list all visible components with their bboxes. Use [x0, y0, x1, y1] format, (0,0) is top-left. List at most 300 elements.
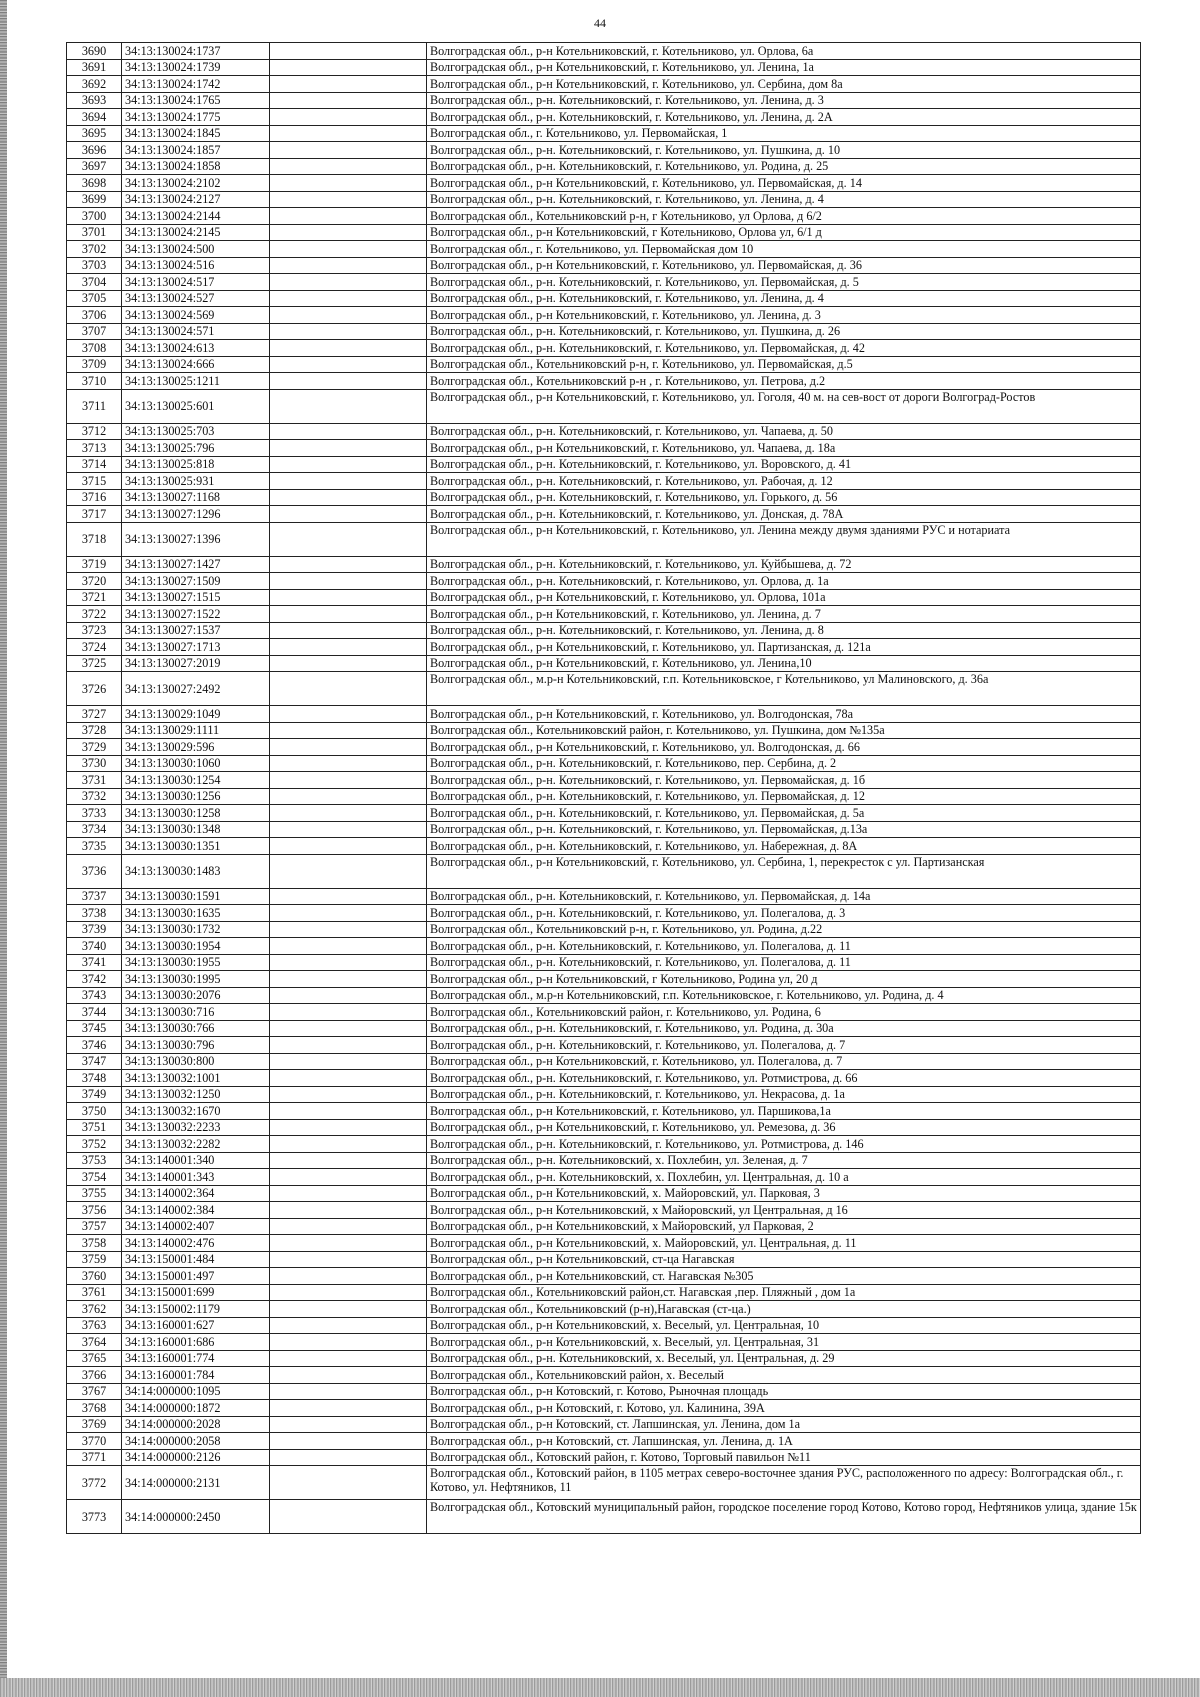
cadastral-number-cell: 34:13:130024:1742 — [122, 76, 270, 93]
table-row — [67, 142, 1141, 159]
empty-cell — [270, 1500, 427, 1534]
address-cell: Волгоградская обл., р-н Котельниковский, г. Котельниково, ул. Паршикова,1а — [427, 1103, 1141, 1120]
row-number-cell: 3699 — [67, 191, 122, 208]
empty-cell — [270, 59, 427, 76]
cadastral-number-cell: 34:13:130027:1515 — [122, 589, 270, 606]
table-row — [67, 323, 1141, 340]
address-cell: Волгоградская обл., р-н Котовский, г. Котово, ул. Калинина, 39А — [427, 1400, 1141, 1417]
cadastral-number-cell: 34:13:130030:1256 — [122, 788, 270, 805]
address-cell: Волгоградская обл., р-н Котельниковский, г. Котельниково, ул. Первомайская, д. 14 — [427, 175, 1141, 192]
empty-cell — [270, 473, 427, 490]
cadastral-number-cell: 34:13:130029:1111 — [122, 722, 270, 739]
empty-cell — [270, 672, 427, 706]
empty-cell — [270, 1449, 427, 1466]
table-row — [67, 938, 1141, 955]
row-number-cell: 3747 — [67, 1053, 122, 1070]
empty-cell — [270, 921, 427, 938]
address-cell: Волгоградская обл., р-н. Котельниковский, г. Котельниково, ул. Первомайская, д. 12 — [427, 788, 1141, 805]
table-row — [67, 838, 1141, 855]
table-row — [67, 1037, 1141, 1054]
table-row — [67, 1169, 1141, 1186]
scan-edge-bottom — [0, 1678, 1200, 1697]
address-cell: Волгоградская обл., р-н Котельниковский, х Майоровский, ул Парковая, 2 — [427, 1218, 1141, 1235]
cadastral-number-cell: 34:13:130032:2233 — [122, 1119, 270, 1136]
empty-cell — [270, 1235, 427, 1252]
empty-cell — [270, 423, 427, 440]
address-cell: Волгоградская обл., р-н Котельниковский, г. Котельниково, ул. Ремезова, д. 36 — [427, 1119, 1141, 1136]
row-number-cell: 3757 — [67, 1218, 122, 1235]
address-cell: Волгоградская обл., р-н. Котельниковский, г. Котельниково, ул. Ротмистрова, д. 146 — [427, 1136, 1141, 1153]
row-number-cell: 3765 — [67, 1350, 122, 1367]
row-number-cell: 3733 — [67, 805, 122, 822]
row-number-cell: 3702 — [67, 241, 122, 258]
row-number-cell: 3773 — [67, 1500, 122, 1534]
table-row — [67, 821, 1141, 838]
table-row — [67, 506, 1141, 523]
row-number-cell: 3709 — [67, 356, 122, 373]
address-cell: Волгоградская обл., Котельниковский (р-н),Нагавская (ст-ца.) — [427, 1301, 1141, 1318]
empty-cell — [270, 257, 427, 274]
address-cell: Волгоградская обл., р-н Котовский, ст. Лапшинская, ул. Ленина, д. 1А — [427, 1433, 1141, 1450]
row-number-cell: 3715 — [67, 473, 122, 490]
empty-cell — [270, 1169, 427, 1186]
table-row — [67, 1383, 1141, 1400]
cadastral-number-cell: 34:13:130027:1713 — [122, 639, 270, 656]
address-cell: Волгоградская обл., р-н Котельниковский, г. Котельниково, ул. Ленина, 1а — [427, 59, 1141, 76]
empty-cell — [270, 655, 427, 672]
table-row — [67, 92, 1141, 109]
empty-cell — [270, 1020, 427, 1037]
row-number-cell: 3751 — [67, 1119, 122, 1136]
table-row — [67, 1086, 1141, 1103]
row-number-cell: 3752 — [67, 1136, 122, 1153]
cadastral-number-cell: 34:13:130024:517 — [122, 274, 270, 291]
address-cell: Волгоградская обл., р-н Котельниковский, г. Котельниково, ул. Волгодонская, д. 66 — [427, 739, 1141, 756]
row-number-cell: 3708 — [67, 340, 122, 357]
address-cell: Волгоградская обл., р-н. Котельниковский, г. Котельниково, ул. Набережная, д. 8А — [427, 838, 1141, 855]
table-row — [67, 224, 1141, 241]
row-number-cell: 3738 — [67, 905, 122, 922]
address-cell: Волгоградская обл., Котельниковский р-н , г. Котельниково, ул. Петрова, д.2 — [427, 373, 1141, 390]
table-row — [67, 1317, 1141, 1334]
address-cell: Волгоградская обл., р-н. Котельниковский, г. Котельниково, ул. Родина, д. 25 — [427, 158, 1141, 175]
row-number-cell: 3693 — [67, 92, 122, 109]
table-row — [67, 1268, 1141, 1285]
row-number-cell: 3710 — [67, 373, 122, 390]
address-cell: Волгоградская обл., р-н. Котельниковский, г. Котельниково, ул. Пушкина, д. 26 — [427, 323, 1141, 340]
row-number-cell: 3720 — [67, 573, 122, 590]
empty-cell — [270, 1400, 427, 1417]
cadastral-number-cell: 34:13:130030:1732 — [122, 921, 270, 938]
cadastral-number-cell: 34:13:130032:1250 — [122, 1086, 270, 1103]
row-number-cell: 3706 — [67, 307, 122, 324]
table-row — [67, 1350, 1141, 1367]
address-cell: Волгоградская обл., р-н. Котельниковский, г. Котельниково, ул. Ленина, д. 2А — [427, 109, 1141, 126]
cadastral-number-cell: 34:13:130030:1254 — [122, 772, 270, 789]
address-cell: Волгоградская обл., Котельниковский р-н, г. Котельниково, ул. Первомайская, д.5 — [427, 356, 1141, 373]
address-cell: Волгоградская обл., р-н Котельниковский, х Майоровский, ул Центральная, д 16 — [427, 1202, 1141, 1219]
cadastral-number-cell: 34:13:140002:384 — [122, 1202, 270, 1219]
address-cell: Волгоградская обл., р-н Котельниковский, ст-ца Нагавская — [427, 1251, 1141, 1268]
table-row — [67, 1466, 1141, 1500]
cadastral-number-cell: 34:13:130027:2019 — [122, 655, 270, 672]
table-row — [67, 1185, 1141, 1202]
table-row — [67, 556, 1141, 573]
table-row — [67, 639, 1141, 656]
address-cell: Волгоградская обл., р-н Котельниковский, х. Майоровский, ул. Парковая, 3 — [427, 1185, 1141, 1202]
cadastral-number-cell: 34:13:130027:1296 — [122, 506, 270, 523]
row-number-cell: 3769 — [67, 1416, 122, 1433]
empty-cell — [270, 373, 427, 390]
row-number-cell: 3701 — [67, 224, 122, 241]
cadastral-number-cell: 34:14:000000:2126 — [122, 1449, 270, 1466]
address-cell: Волгоградская обл., г. Котельниково, ул. Первомайская, 1 — [427, 125, 1141, 142]
row-number-cell: 3729 — [67, 739, 122, 756]
cadastral-number-cell: 34:13:130025:601 — [122, 389, 270, 423]
row-number-cell: 3763 — [67, 1317, 122, 1334]
address-cell: Волгоградская обл., р-н Котельниковский, г. Котельниково, ул. Волгодонская, 78а — [427, 706, 1141, 723]
empty-cell — [270, 1152, 427, 1169]
empty-cell — [270, 1284, 427, 1301]
empty-cell — [270, 838, 427, 855]
table-row — [67, 755, 1141, 772]
cadastral-number-cell: 34:13:160001:784 — [122, 1367, 270, 1384]
row-number-cell: 3742 — [67, 971, 122, 988]
cadastral-number-cell: 34:13:130024:569 — [122, 307, 270, 324]
scan-edge-left — [0, 0, 7, 1697]
table-row — [67, 76, 1141, 93]
row-number-cell: 3707 — [67, 323, 122, 340]
table-row — [67, 1103, 1141, 1120]
row-number-cell: 3727 — [67, 706, 122, 723]
table-row — [67, 340, 1141, 357]
address-cell: Волгоградская обл., Котельниковский р-н, г Котельниково, ул Орлова, д 6/2 — [427, 208, 1141, 225]
cadastral-number-cell: 34:13:130024:613 — [122, 340, 270, 357]
row-number-cell: 3723 — [67, 622, 122, 639]
empty-cell — [270, 389, 427, 423]
cadastral-number-cell: 34:13:150001:699 — [122, 1284, 270, 1301]
address-cell: Волгоградская обл., р-н. Котельниковский, г. Котельниково, ул. Первомайская, д. 14а — [427, 888, 1141, 905]
empty-cell — [270, 1301, 427, 1318]
row-number-cell: 3764 — [67, 1334, 122, 1351]
address-cell: Волгоградская обл., р-н Котовский, г. Котово, Рыночная площадь — [427, 1383, 1141, 1400]
table-row — [67, 987, 1141, 1004]
empty-cell — [270, 805, 427, 822]
empty-cell — [270, 739, 427, 756]
table-row — [67, 606, 1141, 623]
address-cell: Волгоградская обл., р-н Котельниковский, г. Котельниково, ул. Гоголя, 40 м. на сев-вост от дороги Волгоград-Ростов — [427, 389, 1141, 423]
empty-cell — [270, 1334, 427, 1351]
empty-cell — [270, 1367, 427, 1384]
empty-cell — [270, 1268, 427, 1285]
table-row — [67, 1020, 1141, 1037]
address-cell: Волгоградская обл., р-н. Котельниковский, г. Котельниково, ул. Полегалова, д. 3 — [427, 905, 1141, 922]
empty-cell — [270, 1350, 427, 1367]
row-number-cell: 3697 — [67, 158, 122, 175]
row-number-cell: 3694 — [67, 109, 122, 126]
address-cell: Волгоградская обл., р-н. Котельниковский, г. Котельниково, пер. Сербина, д. 2 — [427, 755, 1141, 772]
empty-cell — [270, 224, 427, 241]
address-cell: Волгоградская обл., р-н Котельниковский, г. Котельниково, ул. Партизанская, д. 121а — [427, 639, 1141, 656]
empty-cell — [270, 1086, 427, 1103]
cadastral-number-cell: 34:13:130030:800 — [122, 1053, 270, 1070]
empty-cell — [270, 938, 427, 955]
empty-cell — [270, 1317, 427, 1334]
empty-cell — [270, 506, 427, 523]
cadastral-number-cell: 34:13:130024:1737 — [122, 43, 270, 60]
table-row — [67, 706, 1141, 723]
address-cell: Волгоградская обл., р-н. Котельниковский, г. Котельниково, ул. Орлова, д. 1а — [427, 573, 1141, 590]
row-number-cell: 3760 — [67, 1268, 122, 1285]
address-cell: Волгоградская обл., р-н. Котельниковский, г. Котельниково, ул. Горького, д. 56 — [427, 489, 1141, 506]
empty-cell — [270, 1383, 427, 1400]
row-number-cell: 3712 — [67, 423, 122, 440]
empty-cell — [270, 1466, 427, 1500]
cadastral-number-cell: 34:13:130027:1522 — [122, 606, 270, 623]
empty-cell — [270, 1202, 427, 1219]
cadastral-number-cell: 34:14:000000:2131 — [122, 1466, 270, 1500]
empty-cell — [270, 142, 427, 159]
address-cell: Волгоградская обл., р-н. Котельниковский, г. Котельниково, ул. Чапаева, д. 50 — [427, 423, 1141, 440]
table-row — [67, 274, 1141, 291]
row-number-cell: 3746 — [67, 1037, 122, 1054]
row-number-cell: 3724 — [67, 639, 122, 656]
row-number-cell: 3744 — [67, 1004, 122, 1021]
empty-cell — [270, 456, 427, 473]
address-cell: Волгоградская обл., р-н. Котельниковский, г. Котельниково, ул. Куйбышева, д. 72 — [427, 556, 1141, 573]
table-row — [67, 191, 1141, 208]
row-number-cell: 3725 — [67, 655, 122, 672]
cadastral-number-cell: 34:13:160001:686 — [122, 1334, 270, 1351]
cadastral-number-cell: 34:13:130024:1857 — [122, 142, 270, 159]
row-number-cell: 3717 — [67, 506, 122, 523]
table-row — [67, 655, 1141, 672]
row-number-cell: 3705 — [67, 290, 122, 307]
cadastral-number-cell: 34:13:140002:476 — [122, 1235, 270, 1252]
cadastral-number-cell: 34:14:000000:2450 — [122, 1500, 270, 1534]
cadastral-number-cell: 34:13:160001:774 — [122, 1350, 270, 1367]
empty-cell — [270, 109, 427, 126]
cadastral-number-cell: 34:13:130025:703 — [122, 423, 270, 440]
table-row — [67, 1500, 1141, 1534]
empty-cell — [270, 1218, 427, 1235]
empty-cell — [270, 76, 427, 93]
empty-cell — [270, 1251, 427, 1268]
table-row — [67, 109, 1141, 126]
cadastral-number-cell: 34:13:130024:1765 — [122, 92, 270, 109]
empty-cell — [270, 307, 427, 324]
address-cell: Волгоградская обл., р-н. Котельниковский, х. Веселый, ул. Центральная, д. 29 — [427, 1350, 1141, 1367]
empty-cell — [270, 1416, 427, 1433]
address-cell: Волгоградская обл., м.р-н Котельниковский, г.п. Котельниковское, г Котельниково, ул Малиновского, д. 36а — [427, 672, 1141, 706]
empty-cell — [270, 356, 427, 373]
table-row — [67, 307, 1141, 324]
address-cell: Волгоградская обл., г. Котельниково, ул. Первомайская дом 10 — [427, 241, 1141, 258]
table-row — [67, 389, 1141, 423]
table-row — [67, 290, 1141, 307]
table-row — [67, 241, 1141, 258]
cadastral-number-cell: 34:13:130024:1775 — [122, 109, 270, 126]
empty-cell — [270, 274, 427, 291]
page-number: 44 — [594, 16, 606, 30]
address-cell: Волгоградская обл., р-н Котельниковский, г. Котельниково, ул. Сербина, 1, перекресток с ул. Партизанская — [427, 854, 1141, 888]
row-number-cell: 3732 — [67, 788, 122, 805]
address-cell: Волгоградская обл., р-н. Котельниковский, г. Котельниково, ул. Первомайская, д.13а — [427, 821, 1141, 838]
row-number-cell: 3714 — [67, 456, 122, 473]
cadastral-number-cell: 34:13:130030:796 — [122, 1037, 270, 1054]
row-number-cell: 3767 — [67, 1383, 122, 1400]
row-number-cell: 3771 — [67, 1449, 122, 1466]
cadastral-number-cell: 34:13:130024:2144 — [122, 208, 270, 225]
cadastral-number-cell: 34:13:130027:1168 — [122, 489, 270, 506]
address-cell: Волгоградская обл., р-н Котельниковский, ст. Нагавская №305 — [427, 1268, 1141, 1285]
empty-cell — [270, 788, 427, 805]
cadastral-number-cell: 34:13:150001:497 — [122, 1268, 270, 1285]
cadastral-number-cell: 34:13:130030:1258 — [122, 805, 270, 822]
row-number-cell: 3737 — [67, 888, 122, 905]
cadastral-number-cell: 34:13:130029:596 — [122, 739, 270, 756]
empty-cell — [270, 772, 427, 789]
address-cell: Волгоградская обл., р-н. Котельниковский, г. Котельниково, ул. Полегалова, д. 11 — [427, 954, 1141, 971]
address-cell: Волгоградская обл., Котовский район, г. Котово, Торговый павильон №11 — [427, 1449, 1141, 1466]
empty-cell — [270, 1119, 427, 1136]
table-row — [67, 1301, 1141, 1318]
cadastral-number-cell: 34:13:130027:1396 — [122, 522, 270, 556]
row-number-cell: 3722 — [67, 606, 122, 623]
address-cell: Волгоградская обл., р-н Котельниковский, х. Веселый, ул. Центральная, 31 — [427, 1334, 1141, 1351]
cadastral-number-cell: 34:13:130027:2492 — [122, 672, 270, 706]
table-row — [67, 1334, 1141, 1351]
table-row — [67, 1251, 1141, 1268]
address-cell: Волгоградская обл., р-н. Котельниковский, г. Котельниково, ул. Ленина, д. 8 — [427, 622, 1141, 639]
address-cell: Волгоградская обл., р-н. Котельниковский, г. Котельниково, ул. Первомайская, д. 5 — [427, 274, 1141, 291]
address-cell: Волгоградская обл., р-н. Котельниковский, г. Котельниково, ул. Первомайская, д. 5а — [427, 805, 1141, 822]
table-row — [67, 1235, 1141, 1252]
address-cell: Волгоградская обл., р-н. Котельниковский, г. Котельниково, ул. Ротмистрова, д. 66 — [427, 1070, 1141, 1087]
table-row — [67, 1136, 1141, 1153]
row-number-cell: 3692 — [67, 76, 122, 93]
empty-cell — [270, 440, 427, 457]
empty-cell — [270, 639, 427, 656]
row-number-cell: 3758 — [67, 1235, 122, 1252]
cadastral-number-cell: 34:13:130025:818 — [122, 456, 270, 473]
cadastral-number-cell: 34:13:130024:1739 — [122, 59, 270, 76]
table-row — [67, 1400, 1141, 1417]
address-cell: Волгоградская обл., р-н. Котельниковский, х. Похлебин, ул. Зеленая, д. 7 — [427, 1152, 1141, 1169]
empty-cell — [270, 987, 427, 1004]
empty-cell — [270, 522, 427, 556]
empty-cell — [270, 92, 427, 109]
table-row — [67, 1218, 1141, 1235]
table-row — [67, 43, 1141, 60]
address-cell: Волгоградская обл., р-н. Котельниковский, г. Котельниково, ул. Донская, д. 78А — [427, 506, 1141, 523]
cadastral-number-cell: 34:13:130027:1509 — [122, 573, 270, 590]
address-cell: Волгоградская обл., м.р-н Котельниковский, г.п. Котельниковское, г. Котельниково, ул. Родина, д. 4 — [427, 987, 1141, 1004]
cadastral-number-cell: 34:14:000000:2028 — [122, 1416, 270, 1433]
cadastral-number-cell: 34:13:130027:1427 — [122, 556, 270, 573]
cadastral-number-cell: 34:13:130025:1211 — [122, 373, 270, 390]
table-row — [67, 1367, 1141, 1384]
table-row — [67, 257, 1141, 274]
row-number-cell: 3770 — [67, 1433, 122, 1450]
row-number-cell: 3772 — [67, 1466, 122, 1500]
row-number-cell: 3759 — [67, 1251, 122, 1268]
table-row — [67, 573, 1141, 590]
cadastral-number-cell: 34:13:130030:1060 — [122, 755, 270, 772]
address-cell: Волгоградская обл., р-н. Котельниковский, г. Котельниково, ул. Ленина, д. 4 — [427, 290, 1141, 307]
address-cell: Волгоградская обл., Котовский район, в 1105 метрах северо-восточнее здания РУС, расположенного по адресу: Волгоградская обл., г. Котово, ул. Нефтяников, 11 — [427, 1466, 1141, 1500]
cadastral-number-cell: 34:13:130032:1001 — [122, 1070, 270, 1087]
empty-cell — [270, 208, 427, 225]
cadastral-number-cell: 34:13:140001:340 — [122, 1152, 270, 1169]
row-number-cell: 3745 — [67, 1020, 122, 1037]
address-cell: Волгоградская обл., р-н Котельниковский, г Котельниково, Орлова ул, 6/1 д — [427, 224, 1141, 241]
row-number-cell: 3721 — [67, 589, 122, 606]
row-number-cell: 3762 — [67, 1301, 122, 1318]
address-cell: Волгоградская обл., р-н Котовский, ст. Лапшинская, ул. Ленина, дом 1а — [427, 1416, 1141, 1433]
table-row — [67, 1053, 1141, 1070]
cadastral-number-cell: 34:13:140002:407 — [122, 1218, 270, 1235]
address-cell: Волгоградская обл., р-н Котельниковский, г. Котельниково, ул. Ленина,10 — [427, 655, 1141, 672]
cadastral-number-cell: 34:13:130030:1351 — [122, 838, 270, 855]
table-row — [67, 622, 1141, 639]
empty-cell — [270, 323, 427, 340]
address-cell: Волгоградская обл., Котовский муниципальный район, городское поселение город Котово, Котово город, Нефтяников улица, здание 15к — [427, 1500, 1141, 1534]
empty-cell — [270, 556, 427, 573]
cadastral-number-cell: 34:13:130024:571 — [122, 323, 270, 340]
table-row — [67, 1449, 1141, 1466]
address-cell: Волгоградская обл., р-н Котельниковский, г. Котельниково, ул. Орлова, 101а — [427, 589, 1141, 606]
table-row — [67, 954, 1141, 971]
empty-cell — [270, 489, 427, 506]
table-row — [67, 1152, 1141, 1169]
records-body — [67, 43, 1141, 1534]
row-number-cell: 3734 — [67, 821, 122, 838]
cadastral-number-cell: 34:13:130024:527 — [122, 290, 270, 307]
table-row — [67, 1416, 1141, 1433]
address-cell: Волгоградская обл., р-н. Котельниковский, г. Котельниково, ул. Пушкина, д. 10 — [427, 142, 1141, 159]
table-row — [67, 423, 1141, 440]
address-cell: Волгоградская обл., р-н Котельниковский, г Котельниково, Родина ул, 20 д — [427, 971, 1141, 988]
table-row — [67, 1284, 1141, 1301]
row-number-cell: 3736 — [67, 854, 122, 888]
row-number-cell: 3768 — [67, 1400, 122, 1417]
row-number-cell: 3754 — [67, 1169, 122, 1186]
empty-cell — [270, 175, 427, 192]
empty-cell — [270, 1185, 427, 1202]
address-cell: Волгоградская обл., р-н. Котельниковский, г. Котельниково, ул. Ленина, д. 4 — [427, 191, 1141, 208]
address-cell: Волгоградская обл., р-н Котельниковский, г. Котельниково, ул. Первомайская, д. 36 — [427, 257, 1141, 274]
row-number-cell: 3690 — [67, 43, 122, 60]
address-cell: Волгоградская обл., р-н. Котельниковский, г. Котельниково, ул. Некрасова, д. 1а — [427, 1086, 1141, 1103]
empty-cell — [270, 954, 427, 971]
table-row — [67, 125, 1141, 142]
table-row — [67, 522, 1141, 556]
row-number-cell: 3691 — [67, 59, 122, 76]
address-cell: Волгоградская обл., р-н. Котельниковский, г. Котельниково, ул. Ленина, д. 3 — [427, 92, 1141, 109]
row-number-cell: 3739 — [67, 921, 122, 938]
address-cell: Волгоградская обл., р-н Котельниковский, г. Котельниково, ул. Чапаева, д. 18а — [427, 440, 1141, 457]
row-number-cell: 3698 — [67, 175, 122, 192]
table-row — [67, 440, 1141, 457]
cadastral-number-cell: 34:14:000000:1095 — [122, 1383, 270, 1400]
cadastral-number-cell: 34:13:130025:796 — [122, 440, 270, 457]
address-cell: Волгоградская обл., р-н. Котельниковский, х. Похлебин, ул. Центральная, д. 10 а — [427, 1169, 1141, 1186]
address-cell: Волгоградская обл., р-н. Котельниковский, г. Котельниково, ул. Родина, д. 30а — [427, 1020, 1141, 1037]
empty-cell — [270, 905, 427, 922]
row-number-cell: 3748 — [67, 1070, 122, 1087]
row-number-cell: 3731 — [67, 772, 122, 789]
